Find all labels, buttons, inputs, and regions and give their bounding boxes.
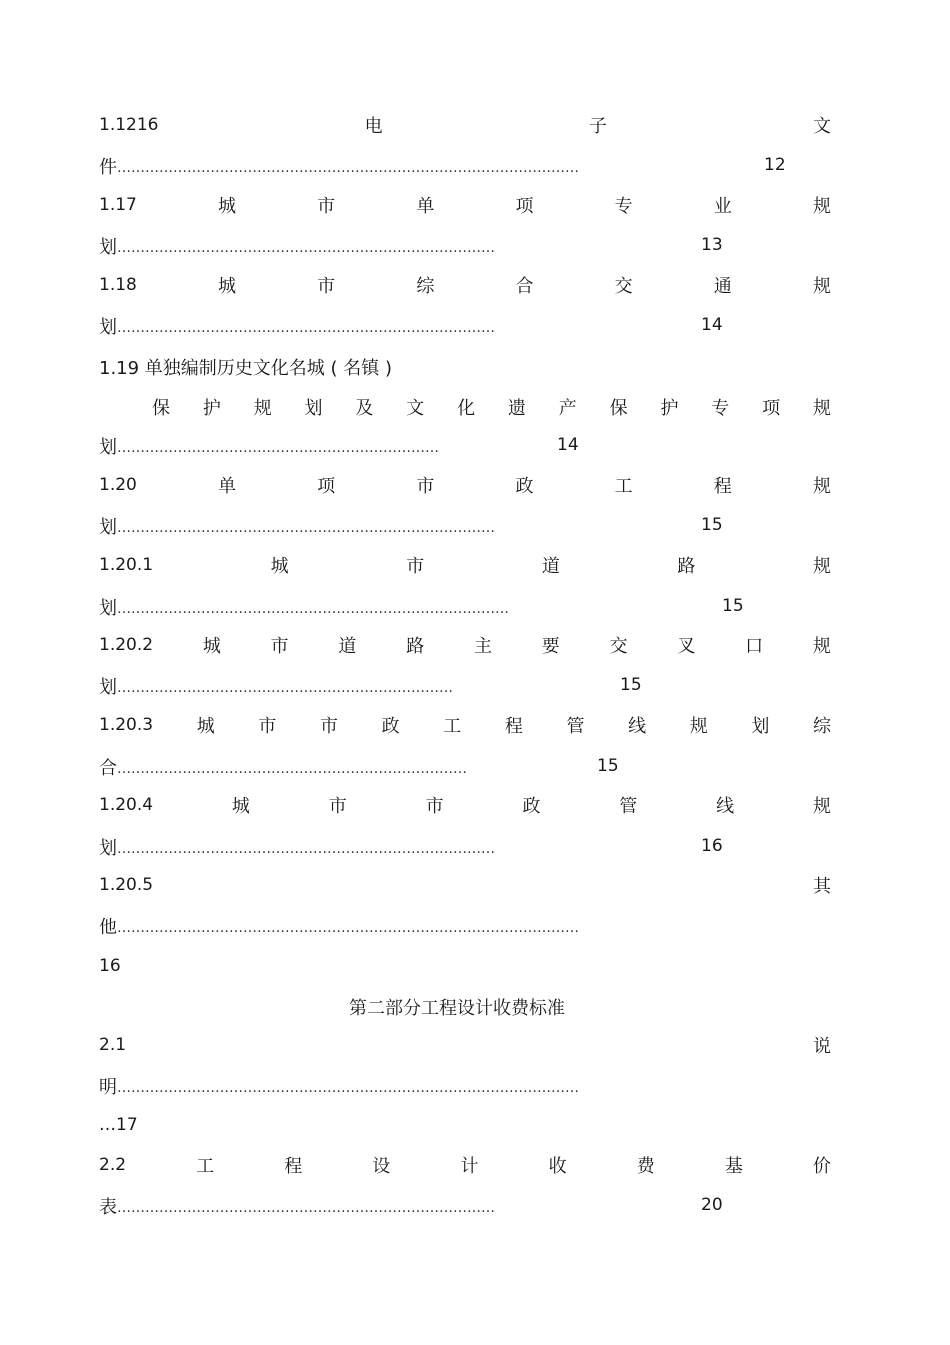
entry-char: 合	[515, 276, 534, 297]
dot-leader: …………………………………………………………………………	[117, 601, 509, 617]
entry-char: 要	[541, 636, 560, 657]
entry-char: 规	[689, 716, 708, 737]
toc-leader-1-20-4	[99, 834, 495, 860]
page-number: 16	[99, 956, 121, 976]
entry-char: 划	[751, 716, 770, 737]
entry-char: 规	[812, 476, 831, 497]
entry-end-char: 划	[99, 677, 117, 698]
entry-number: 2.1	[99, 1035, 127, 1055]
entry-char: 子	[588, 116, 607, 137]
entry-char: 城	[270, 556, 289, 577]
dot-leader: ………………………………………………………………………	[117, 1200, 495, 1216]
entry-char: 市	[270, 636, 289, 657]
toc-entry-1-20-3	[99, 710, 831, 740]
toc-entry-2-2	[99, 1150, 831, 1180]
entry-char: 路	[406, 636, 425, 657]
entry-end-char: 划	[99, 838, 117, 859]
entry-char: 规	[812, 796, 831, 817]
entry-end-char: 划	[99, 517, 117, 538]
entry-char: 规	[812, 196, 831, 217]
entry-end-char: 件	[99, 157, 117, 178]
entry-char: 市	[319, 716, 338, 737]
entry-char: 规	[812, 398, 831, 419]
entry-char: 政	[515, 476, 534, 497]
toc-entry-1-19-title: 1.19 单独编制历史文化名城 ( 名镇 )	[99, 358, 393, 379]
page-number: 14	[557, 435, 579, 455]
entry-char: 口	[745, 636, 764, 657]
entry-char: 管	[566, 716, 585, 737]
dot-leader: ………………………………………………………………………………………	[117, 1080, 579, 1096]
entry-char: 交	[614, 276, 633, 297]
entry-end-char: 划	[99, 237, 117, 258]
entry-char: 业	[713, 196, 732, 217]
entry-char: 规	[812, 556, 831, 577]
entry-number: 1.20.3	[99, 715, 154, 735]
entry-char: 化	[457, 398, 476, 419]
entry-number: 1.1216	[99, 115, 159, 135]
dot-leader: ………………………………………………………………	[117, 680, 453, 696]
entry-char: 综	[812, 716, 831, 737]
entry-char: 单	[218, 476, 237, 497]
toc-entry-1-20-4	[99, 790, 831, 820]
entry-end-char: 他	[99, 917, 117, 938]
toc-leader-1-18	[99, 313, 495, 339]
entry-char: 电	[364, 116, 383, 137]
toc-leader-1-17	[99, 233, 495, 259]
entry-char: 城	[218, 276, 237, 297]
dot-leader: ………………………………………………………………………	[117, 841, 495, 857]
toc-leader-1-20-2	[99, 673, 453, 699]
entry-char: 工	[614, 476, 633, 497]
page-number: 15	[722, 596, 744, 616]
toc-entry-1-20	[99, 470, 831, 500]
entry-char: 城	[202, 636, 221, 657]
toc-entry-1-20-5	[99, 870, 831, 900]
entry-char: 城	[196, 716, 215, 737]
entry-char: 遗	[507, 398, 526, 419]
page-number: 15	[701, 515, 723, 535]
entry-char: 综	[416, 276, 435, 297]
entry-char: 划	[304, 398, 323, 419]
entry-number: 2.2	[99, 1155, 127, 1175]
entry-char: 城	[218, 196, 237, 217]
dot-leader: ………………………………………………………………………	[117, 240, 495, 256]
dot-leader: …………………………………………………………………	[117, 761, 467, 777]
entry-char: 费	[636, 1156, 655, 1177]
entry-char: 单	[416, 196, 435, 217]
entry-char: 政	[381, 716, 400, 737]
entry-char: 项	[317, 476, 336, 497]
entry-char: 交	[609, 636, 628, 657]
toc-entry-1-18	[99, 270, 831, 300]
entry-char: 通	[713, 276, 732, 297]
entry-char: 市	[258, 716, 277, 737]
dot-leader: ………………………………………………………………………………………	[117, 160, 579, 176]
toc-leader-1-1216	[99, 153, 579, 179]
toc-leader-1-20-1	[99, 594, 509, 620]
toc-leader-1-20-5	[99, 913, 579, 939]
page-number: 14	[701, 315, 723, 335]
entry-number: 1.20.4	[99, 795, 154, 815]
page-number: 15	[597, 756, 619, 776]
entry-char: 基	[724, 1156, 743, 1177]
entry-char: 市	[317, 196, 336, 217]
entry-number: 1.20.1	[99, 555, 154, 575]
entry-number: 1.20.2	[99, 635, 154, 655]
entry-char: 工	[196, 1156, 215, 1177]
entry-char: 路	[677, 556, 696, 577]
entry-char: 主	[473, 636, 492, 657]
entry-char: 文	[813, 116, 831, 137]
entry-char: 其	[813, 876, 831, 897]
entry-char: 城	[231, 796, 250, 817]
entry-char: 规	[812, 636, 831, 657]
entry-end-char: 明	[99, 1077, 117, 1098]
entry-number: 1.18	[99, 275, 137, 295]
entry-char: 市	[317, 276, 336, 297]
entry-char: 价	[812, 1156, 831, 1177]
entry-char: 产	[558, 398, 577, 419]
page-number: 20	[701, 1195, 723, 1215]
toc-entry-2-1	[99, 1030, 831, 1060]
entry-char: 市	[328, 796, 347, 817]
page-number: 13	[701, 235, 723, 255]
entry-char: 政	[522, 796, 541, 817]
part-two-heading: 第二部分工程设计收费标准	[349, 998, 565, 1019]
entry-end-char: 划	[99, 598, 117, 619]
entry-char: 保	[152, 398, 170, 419]
entry-char: 项	[515, 196, 534, 217]
toc-entry-1-17	[99, 190, 831, 220]
dot-leader: ……………………………………………………………	[117, 440, 439, 456]
entry-char: 规	[253, 398, 272, 419]
entry-char: 道	[541, 556, 560, 577]
entry-end-char: 划	[99, 437, 117, 458]
entry-char: 线	[716, 796, 735, 817]
entry-char: 市	[406, 556, 425, 577]
entry-char: 叉	[677, 636, 696, 657]
entry-end-char: 划	[99, 317, 117, 338]
entry-char: 程	[504, 716, 523, 737]
dot-leader: ………………………………………………………………………	[117, 520, 495, 536]
page-number: …17	[99, 1115, 138, 1135]
toc-leader-2-1	[99, 1073, 579, 1099]
entry-char: 计	[460, 1156, 479, 1177]
entry-char: 道	[338, 636, 357, 657]
toc-entry-1-1216	[99, 110, 831, 140]
entry-char: 专	[614, 196, 633, 217]
toc-entry-1-19-continuation	[152, 394, 831, 420]
toc-leader-1-20-3	[99, 754, 467, 780]
dot-leader: ………………………………………………………………………………………	[117, 920, 579, 936]
entry-number: 1.20.5	[99, 875, 154, 895]
entry-char: 文	[406, 398, 425, 419]
entry-char: 市	[416, 476, 435, 497]
toc-entry-1-20-1	[99, 550, 831, 580]
entry-char: 管	[619, 796, 638, 817]
entry-char: 市	[425, 796, 444, 817]
entry-char: 说	[813, 1036, 831, 1057]
toc-entry-1-20-2	[99, 630, 831, 660]
entry-char: 程	[713, 476, 732, 497]
entry-char: 保	[609, 398, 628, 419]
entry-char: 规	[812, 276, 831, 297]
entry-char: 专	[711, 398, 730, 419]
entry-char: 工	[443, 716, 462, 737]
page-number: 12	[764, 155, 786, 175]
entry-char: 收	[548, 1156, 567, 1177]
entry-number: 1.20	[99, 475, 137, 495]
entry-char: 护	[202, 398, 221, 419]
entry-end-char: 表	[99, 1197, 117, 1218]
entry-char: 及	[355, 398, 374, 419]
entry-char: 程	[284, 1156, 303, 1177]
entry-end-char: 合	[99, 758, 117, 779]
toc-leader-1-19	[99, 433, 439, 459]
dot-leader: ………………………………………………………………………	[117, 320, 495, 336]
entry-char: 线	[628, 716, 647, 737]
entry-char: 项	[762, 398, 781, 419]
toc-leader-2-2	[99, 1193, 495, 1219]
entry-char: 护	[660, 398, 679, 419]
toc-leader-1-20	[99, 513, 495, 539]
page-number: 16	[701, 836, 723, 856]
entry-char: 设	[372, 1156, 391, 1177]
page-number: 15	[620, 675, 642, 695]
entry-number: 1.17	[99, 195, 137, 215]
